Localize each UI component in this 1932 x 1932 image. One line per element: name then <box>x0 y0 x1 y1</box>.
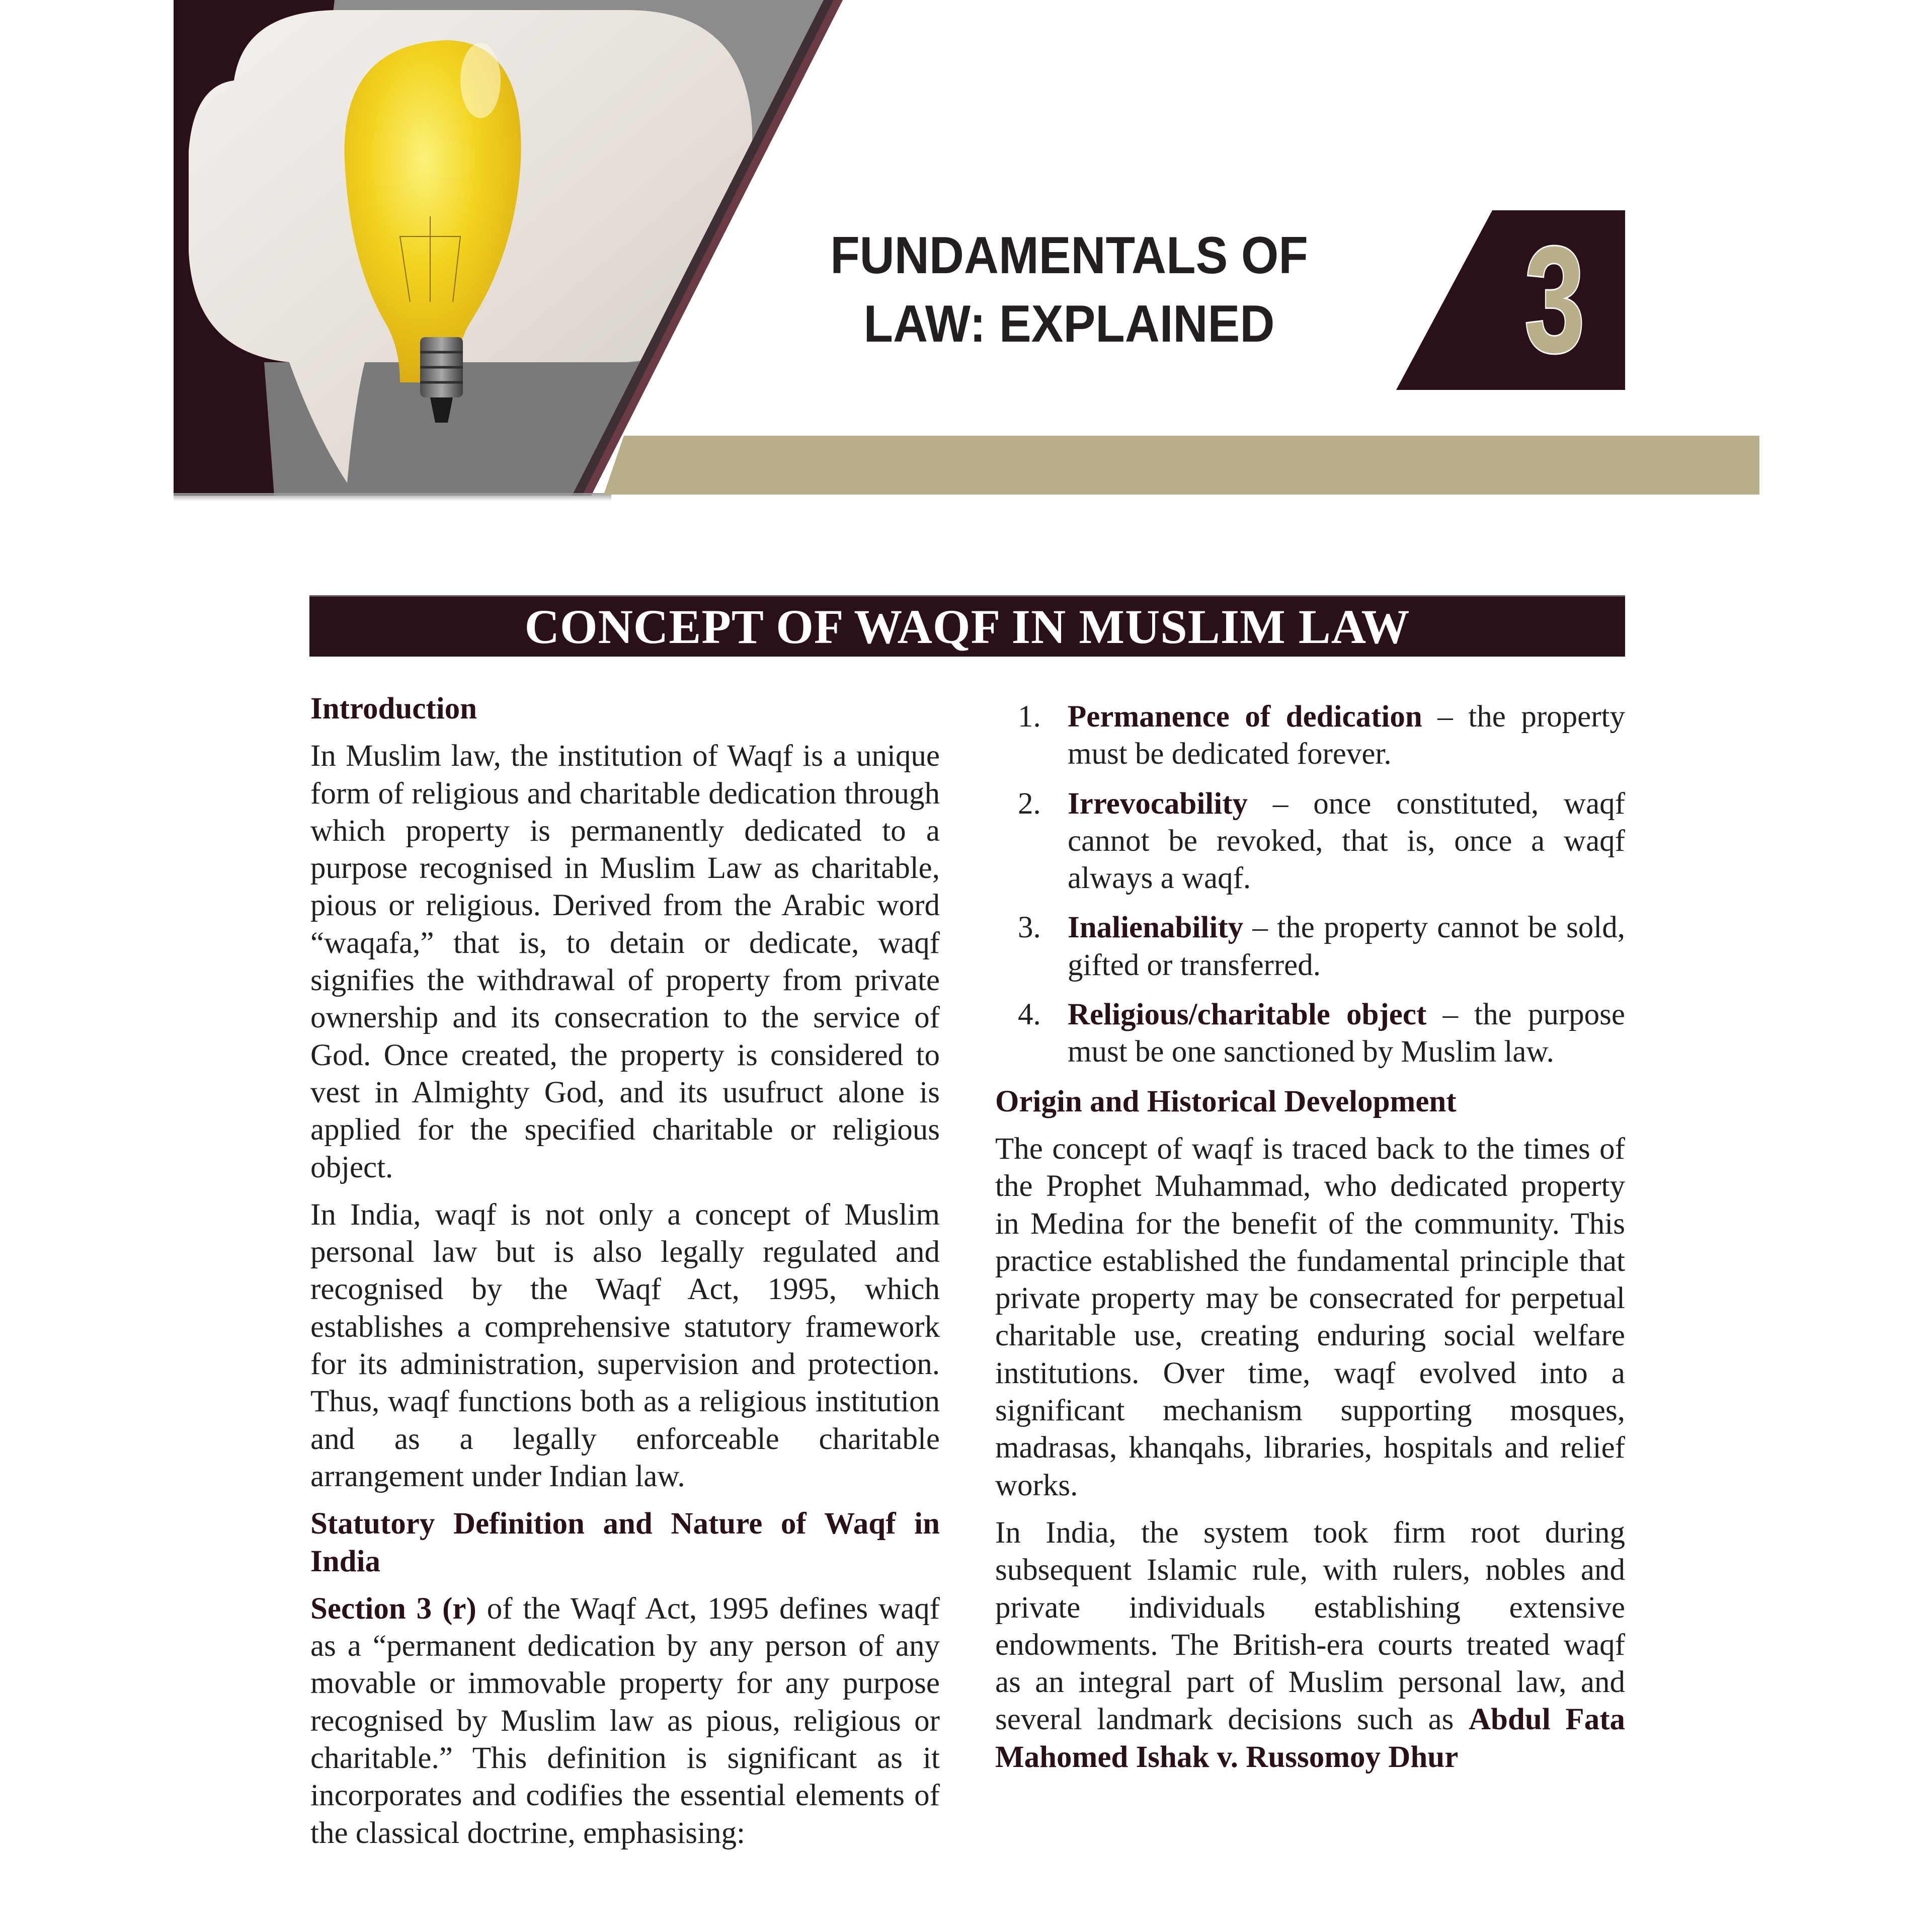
list-item-term: Permanence of dedication <box>1068 700 1422 734</box>
essential-elements-list <box>995 698 1625 1071</box>
list-item-number: 3. <box>1018 911 1041 945</box>
list-item-number: 2. <box>1018 786 1041 821</box>
left-column <box>310 690 940 1852</box>
list-item-term: Irrevocability <box>1068 786 1248 821</box>
origin-paragraph-2-text: In India, the system took firm root during subsequent Islamic rule, with rulers, nobles and private individuals establishing extensive endowments. The British-era courts treated waqf as an integral part of Muslim personal law, and several landmark decisions such as <box>995 1515 1625 1737</box>
section-title-banner <box>309 595 1625 657</box>
list-item <box>995 698 1625 773</box>
origin-heading: Origin and Historical Development <box>995 1084 1457 1118</box>
list-item-number: 4. <box>1018 998 1041 1032</box>
list-item-number: 1. <box>1018 700 1041 734</box>
right-column <box>995 698 1625 1776</box>
introduction-paragraph-1: In Muslim law, the institution of Waqf is a unique form of religious and charitable dedication through which property is permanently dedicated to a purpose recognised in Muslim Law as charitable, pious or religious. Derived from the Arabic word “waqafa,” that is, to detain or dedicate, waqf signifies the withdrawal of property from private ownership and its consecration to the service of God. Once created, the property is considered to vest in Almighty God, and its usufruct alone is applied for the specified charitable or religious object. <box>310 739 940 1184</box>
chapter-number: 3 <box>1524 215 1585 384</box>
introduction-paragraph-2: In India, waqf is not only a concept of Muslim personal law but is also legally regulated and recognised by the Waqf Act, 1995, which establishes a comprehensive statutory framework for its administration, supervision and protection. Thus, waqf functions both as a religious institution and as a legally enforceable charitable arrangement under Indian law. <box>310 1197 940 1493</box>
header-accent-bar <box>604 436 1759 495</box>
case-citation: Abdul Fata Mahomed Ishak v. Russomoy Dhur <box>995 1703 1626 1774</box>
list-item <box>995 909 1625 984</box>
introduction-heading: Introduction <box>310 692 477 726</box>
section-reference: Section 3 (r) <box>310 1591 476 1626</box>
list-item <box>995 785 1625 898</box>
header-shadow <box>174 493 611 501</box>
origin-paragraph-1: The concept of waqf is traced back to the times of the Prophet Muhammad, who dedicated property in Medina for the benefit of the community. This practice established the fundamental principle that private property may be consecrated for perpetual charitable use, creating enduring social welfare institutions. Over time, waqf evolved into a significant mechanism supporting mosques, madrasas, khanqahs, libraries, hospitals and relief works. <box>995 1132 1625 1502</box>
chapter-title-line1: FUNDAMENTALS OF <box>830 226 1308 285</box>
statutory-definition-paragraph <box>310 1590 940 1852</box>
section-title: CONCEPT OF WAQF IN MUSLIM LAW <box>524 600 1410 654</box>
statutory-definition-text: of the Waqf Act, 1995 defines waqf as a “permanent dedication by any person of any movable or immovable property for any purpose recognised by Muslim law as pious, religious or charitable.” This definition is significant as it incorporates and codifies the essential elements of the classical doctrine, emphasising: <box>310 1591 940 1850</box>
list-item-term: Religious/charitable object <box>1068 998 1427 1032</box>
chapter-title-line2: LAW: EXPLAINED <box>863 295 1275 353</box>
list-item-description: – the property must be dedicated forever. <box>1068 700 1625 771</box>
list-item-term: Inalienability <box>1068 911 1244 945</box>
origin-paragraph-2 <box>995 1514 1625 1776</box>
list-item-description: – the property cannot be sold, gifted or transferred. <box>1068 911 1625 982</box>
chapter-header-illustration <box>174 0 888 496</box>
chapter-title <box>808 221 1331 358</box>
list-item-description: – once constituted, waqf cannot be revoked, that is, once a waqf always a waqf. <box>1068 786 1625 896</box>
list-item-description: – the purpose must be one sanctioned by Muslim law. <box>1068 998 1625 1069</box>
statutory-definition-heading: Statutory Definition and Nature of Waqf in India <box>310 1507 940 1578</box>
list-item <box>995 996 1625 1071</box>
